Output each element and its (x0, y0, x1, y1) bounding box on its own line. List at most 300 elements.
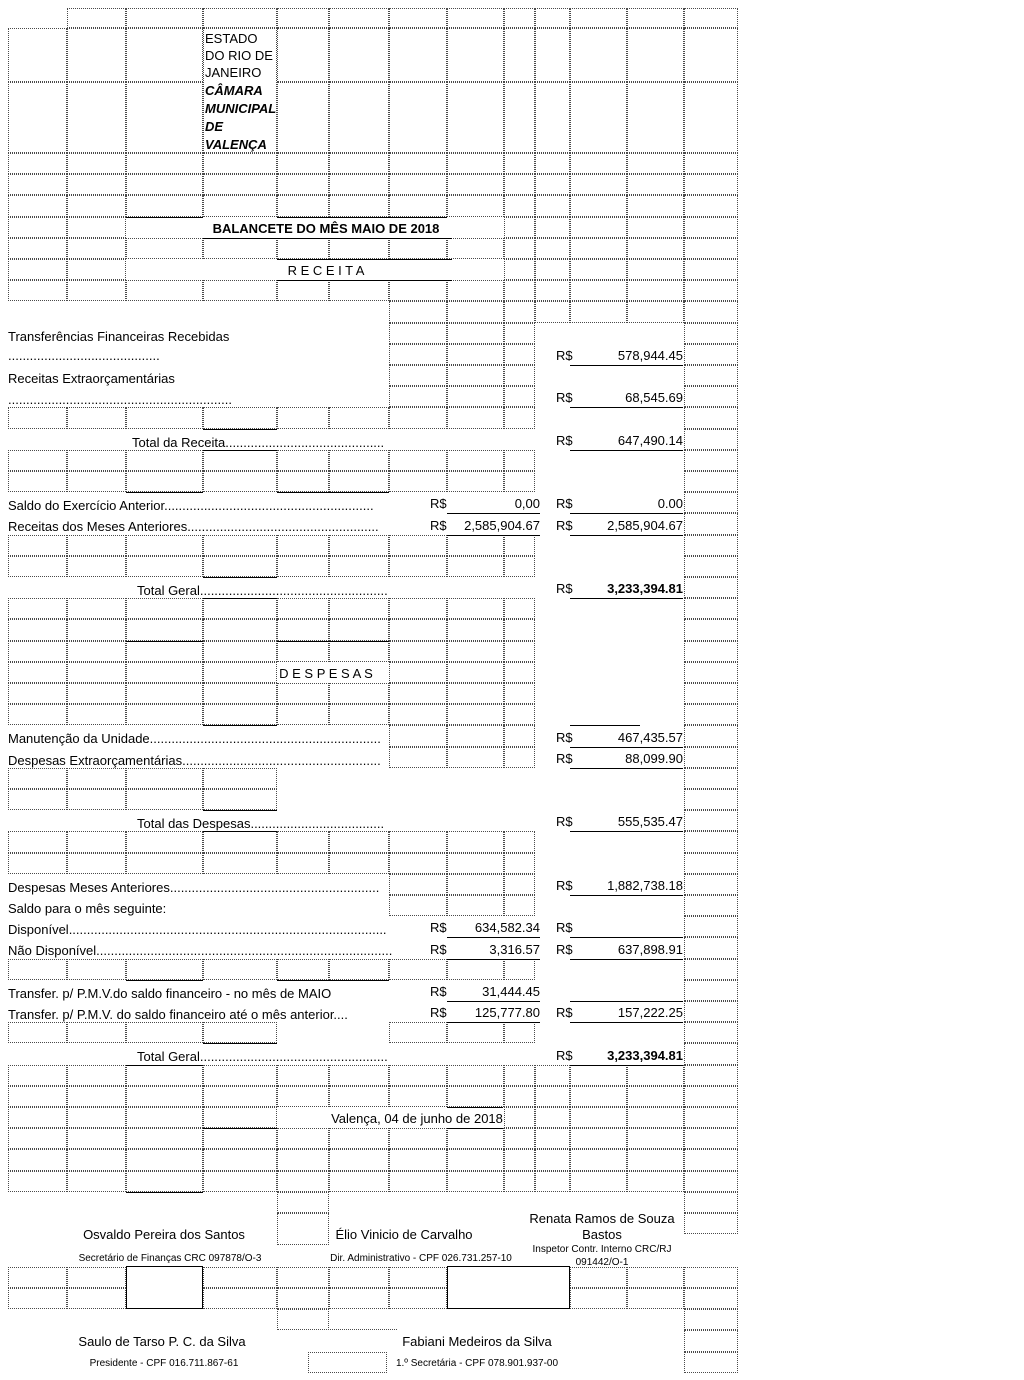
grid-cell (126, 407, 203, 428)
grid-cell (684, 1352, 738, 1373)
grid-cell (389, 704, 447, 725)
amount-underline-col2 (570, 768, 683, 769)
grid-cell (627, 1065, 684, 1086)
grid-cell (447, 450, 504, 471)
grid-cell (126, 789, 203, 810)
grid-cell (277, 153, 329, 174)
grid-cell (67, 662, 126, 683)
grid-cell (8, 1022, 67, 1043)
grid-cell (389, 1065, 447, 1086)
grid-cell (627, 28, 684, 82)
grid-cell (126, 1065, 203, 1086)
grid-cell (329, 1086, 389, 1107)
amount-underline-col2 (570, 598, 683, 599)
signature-name: Fabiani Medeiros da Silva (402, 1334, 552, 1349)
dotted-segment (277, 1329, 397, 1330)
grid-cell (8, 450, 67, 471)
grid-cell (8, 683, 67, 704)
grid-cell (627, 1086, 684, 1107)
grid-cell (447, 598, 504, 619)
signature-role: Inspetor Contr. Interno CRC/RJ (532, 1244, 672, 1255)
grid-cell (8, 217, 67, 238)
grid-cell (203, 195, 277, 216)
grid-cell (203, 1022, 277, 1043)
grid-cell (447, 323, 504, 344)
signature-name: Osvaldo Pereira dos Santos (83, 1227, 245, 1242)
grid-cell (203, 8, 277, 28)
grid-cell (8, 280, 67, 301)
currency-symbol-col1: R$ (430, 920, 447, 935)
grid-cell (8, 556, 67, 577)
line-label: Disponível........................................................................................ (8, 922, 387, 937)
grid-cell (329, 535, 389, 556)
grid-cell (535, 238, 570, 259)
grid-cell (447, 1128, 504, 1149)
grid-cell (277, 1288, 329, 1309)
grid-cell (203, 1288, 277, 1309)
grid-cell (8, 471, 67, 492)
grid-cell (389, 28, 447, 82)
currency-symbol-col2: R$ (556, 496, 573, 511)
currency-symbol-col1: R$ (430, 942, 447, 957)
solid-segment (447, 1128, 503, 1129)
grid-cell (67, 853, 126, 874)
grid-cell (389, 1022, 447, 1043)
currency-symbol-col2: R$ (556, 390, 573, 405)
grid-cell (447, 959, 504, 980)
grid-cell (67, 641, 126, 662)
grid-cell (126, 853, 203, 874)
grid-cell (570, 1267, 627, 1288)
grid-cell (67, 450, 126, 471)
currency-symbol-col2: R$ (556, 433, 573, 448)
grid-cell (570, 1171, 627, 1192)
org-header-line: CÂMARA (205, 83, 263, 98)
grid-cell (570, 1149, 627, 1170)
grid-cell (203, 683, 277, 704)
grid-cell (504, 365, 535, 386)
grid-cell (67, 831, 126, 852)
grid-cell (627, 259, 684, 280)
grid-cell (570, 174, 627, 195)
grid-cell (67, 407, 126, 428)
grid-cell (447, 344, 504, 365)
grid-cell (684, 683, 738, 704)
grid-cell (126, 471, 203, 492)
grid-cell (329, 1065, 389, 1086)
grid-cell (277, 959, 329, 980)
solid-segment (203, 1043, 277, 1044)
grid-cell (535, 28, 570, 82)
grid-cell (684, 492, 738, 513)
amount-underline-col2 (570, 1022, 683, 1023)
grid-cell (277, 195, 329, 216)
grid-cell (447, 853, 504, 874)
grid-cell (389, 598, 447, 619)
grid-cell (535, 280, 570, 301)
grid-cell (389, 619, 447, 640)
solid-segment (203, 810, 277, 811)
amount-col1: 634,582.34 (474, 920, 540, 935)
amount-underline-col2 (570, 535, 683, 536)
grid-cell (67, 1149, 126, 1170)
amount-underline-col2 (570, 895, 683, 896)
grid-cell (535, 217, 570, 238)
grid-cell (504, 1022, 535, 1043)
grid-cell (389, 407, 447, 428)
grid-cell (447, 641, 504, 662)
grid-cell (389, 471, 447, 492)
grid-cell (329, 1149, 389, 1170)
grid-cell (684, 153, 738, 174)
line-label: Transfer. p/ P.M.V. do saldo financeiro até o mês anterior.... (8, 1007, 348, 1022)
grid-cell (389, 344, 447, 365)
grid-cell (684, 747, 738, 768)
grid-cell (329, 683, 389, 704)
solid-segment (203, 1128, 277, 1129)
grid-cell (447, 386, 504, 407)
org-header-line: VALENÇA (205, 137, 267, 152)
grid-cell (8, 1171, 67, 1192)
grid-cell (684, 407, 738, 428)
amount-underline-col2 (570, 831, 683, 832)
grid-cell (504, 641, 535, 662)
amount-underline-col2 (570, 1065, 683, 1066)
grid-cell (684, 704, 738, 725)
grid-cell (126, 683, 203, 704)
amount-col2: 157,222.25 (617, 1005, 683, 1020)
grid-cell (447, 1022, 504, 1043)
grid-cell (504, 344, 535, 365)
grid-cell (8, 789, 67, 810)
grid-cell (447, 1149, 504, 1170)
grid-cell (203, 174, 277, 195)
grid-cell (684, 853, 738, 874)
grid-cell (684, 1288, 738, 1309)
grid-cell (67, 1107, 126, 1128)
grid-cell (627, 1128, 684, 1149)
grid-cell (447, 619, 504, 640)
amount-underline-col1 (447, 937, 540, 938)
grid-cell (504, 238, 535, 259)
amount-col1: 3,316.57 (489, 942, 540, 957)
grid-cell (329, 280, 389, 301)
grid-cell (67, 28, 126, 82)
grid-cell (684, 1171, 738, 1192)
grid-cell (329, 407, 389, 428)
amount-col1: 125,777.80 (474, 1005, 540, 1020)
grid-cell (570, 259, 627, 280)
grid-cell (447, 556, 504, 577)
grid-cell (504, 747, 535, 768)
grid-cell (126, 556, 203, 577)
grid-cell (684, 662, 738, 683)
line-label: Total Geral.................................................... (137, 1049, 388, 1064)
grid-cell (277, 1086, 329, 1107)
solid-segment (126, 980, 203, 981)
grid-cell (277, 1309, 329, 1330)
grid-cell (126, 82, 203, 153)
grid-cell (627, 8, 684, 28)
grid-cell (329, 831, 389, 852)
grid-cell (389, 174, 447, 195)
solid-segment (447, 1107, 503, 1108)
grid-cell (329, 82, 389, 153)
grid-cell (504, 535, 535, 556)
grid-cell (329, 556, 389, 577)
grid-cell (8, 598, 67, 619)
grid-cell (504, 1128, 535, 1149)
grid-cell (203, 471, 277, 492)
grid-cell (684, 1309, 738, 1330)
grid-cell (570, 1128, 627, 1149)
grid-cell (684, 323, 738, 344)
grid-cell (67, 1128, 126, 1149)
amount-col2: 637,898.91 (617, 942, 683, 957)
grid-cell (67, 1022, 126, 1043)
grid-cell (447, 238, 504, 259)
line-label: Saldo do Exercício Anterior.......................................................... (8, 498, 374, 513)
grid-cell (447, 831, 504, 852)
solid-segment (126, 492, 203, 493)
currency-symbol-col2: R$ (556, 1005, 573, 1020)
grid-cell (684, 916, 738, 937)
grid-cell (203, 1171, 277, 1192)
grid-cell (684, 768, 738, 789)
amount-col2: 3,233,394.81 (607, 581, 683, 596)
grid-cell (535, 1086, 570, 1107)
grid-cell (504, 704, 535, 725)
grid-cell (203, 407, 277, 428)
grid-cell (627, 153, 684, 174)
grid-cell (504, 895, 535, 916)
solid-segment (277, 217, 447, 218)
grid-cell (329, 619, 389, 640)
grid-cell (504, 450, 535, 471)
section-despesas: D E S P E S A S (279, 666, 373, 681)
grid-cell (535, 1065, 570, 1086)
grid-cell (203, 831, 277, 852)
currency-symbol-col2: R$ (556, 878, 573, 893)
org-header-line: MUNICIPAL (205, 101, 277, 116)
grid-cell (684, 174, 738, 195)
amount-underline-col2 (570, 959, 683, 960)
grid-cell (277, 1171, 329, 1192)
grid-cell (535, 174, 570, 195)
grid-cell (389, 959, 447, 980)
grid-cell (535, 82, 570, 153)
line-label: Total da Receita............................................ (132, 435, 385, 450)
grid-cell (684, 1107, 738, 1128)
grid-cell (126, 1128, 203, 1149)
line-label: Saldo para o mês seguinte: (8, 901, 167, 916)
currency-symbol-col2: R$ (556, 730, 573, 745)
signature-name: Élio Vinicio de Carvalho (335, 1227, 473, 1242)
grid-cell (67, 1065, 126, 1086)
grid-cell (67, 556, 126, 577)
grid-cell (203, 450, 277, 471)
grid-cell (126, 768, 203, 789)
grid-cell (684, 344, 738, 365)
grid-cell (504, 195, 535, 216)
amount-col2: 2,585,904.67 (607, 518, 683, 533)
grid-cell (504, 386, 535, 407)
amount-col2: 68,545.69 (625, 390, 683, 405)
grid-cell (684, 1192, 738, 1213)
amount-col1: 2,585,904.67 (464, 518, 540, 533)
grid-cell (203, 853, 277, 874)
grid-cell (8, 619, 67, 640)
grid-cell (389, 683, 447, 704)
grid-cell (684, 959, 738, 980)
dotted-cell (277, 1192, 329, 1213)
grid-cell (684, 301, 738, 322)
grid-cell (277, 853, 329, 874)
grid-cell (126, 1107, 203, 1128)
grid-cell (627, 195, 684, 216)
grid-cell (329, 8, 389, 28)
state-header-line: JANEIRO (205, 65, 262, 80)
grid-cell (535, 1149, 570, 1170)
grid-cell (329, 704, 389, 725)
grid-cell (447, 895, 504, 916)
solid-cell (126, 1266, 203, 1309)
amount-underline-col2 (570, 407, 683, 408)
grid-cell (126, 174, 203, 195)
grid-cell (684, 874, 738, 895)
grid-cell (684, 217, 738, 238)
grid-cell (447, 725, 504, 746)
grid-cell (389, 1171, 447, 1192)
currency-symbol-col1: R$ (430, 518, 447, 533)
currency-symbol-col2: R$ (556, 581, 573, 596)
grid-cell (627, 82, 684, 153)
grid-cell (8, 641, 67, 662)
grid-cell (535, 153, 570, 174)
grid-cell (535, 8, 570, 28)
grid-cell (447, 174, 504, 195)
grid-cell (67, 217, 126, 238)
signature-role: Secretário de Finanças CRC 097878/O-3 (78, 1253, 262, 1264)
grid-cell (684, 386, 738, 407)
grid-cell (277, 82, 329, 153)
grid-cell (67, 768, 126, 789)
grid-cell (329, 174, 389, 195)
grid-cell (8, 831, 67, 852)
amount-underline-col1 (447, 1022, 540, 1023)
grid-cell (126, 195, 203, 216)
grid-cell (8, 153, 67, 174)
grid-cell (277, 1065, 329, 1086)
amount-underline-col2 (570, 747, 683, 748)
grid-cell (67, 153, 126, 174)
grid-cell (8, 174, 67, 195)
solid-cell (447, 1266, 570, 1309)
grid-cell (389, 1267, 447, 1288)
grid-cell (8, 704, 67, 725)
grid-cell (203, 1086, 277, 1107)
grid-cell (684, 195, 738, 216)
amount-underline-col2 (570, 1001, 683, 1002)
grid-cell (329, 238, 389, 259)
grid-cell (447, 195, 504, 216)
grid-cell (389, 853, 447, 874)
grid-cell (684, 810, 738, 831)
grid-cell (504, 323, 535, 344)
grid-cell (8, 238, 67, 259)
grid-cell (389, 323, 447, 344)
grid-cell (277, 1128, 329, 1149)
grid-cell (684, 980, 738, 1001)
grid-cell (329, 1288, 389, 1309)
solid-segment (203, 725, 277, 726)
grid-cell (8, 662, 67, 683)
grid-cell (277, 598, 329, 619)
grid-cell (126, 641, 203, 662)
grid-cell (684, 619, 738, 640)
grid-cell (389, 1086, 447, 1107)
grid-cell (504, 28, 535, 82)
grid-cell (684, 937, 738, 958)
grid-cell (627, 1107, 684, 1128)
grid-cell (277, 556, 329, 577)
grid-cell (126, 535, 203, 556)
grid-cell (126, 1171, 203, 1192)
grid-cell (447, 280, 504, 301)
amount-col2: 578,944.45 (617, 348, 683, 363)
date-line: Valença, 04 de junho de 2018 (331, 1111, 503, 1126)
grid-cell (447, 874, 504, 895)
grid-cell (389, 386, 447, 407)
grid-cell (277, 28, 329, 82)
grid-cell (504, 174, 535, 195)
grid-cell (535, 301, 570, 322)
grid-cell (504, 598, 535, 619)
grid-cell (277, 1149, 329, 1170)
grid-cell (684, 1043, 738, 1064)
grid-cell (277, 535, 329, 556)
grid-cell (504, 301, 535, 322)
grid-cell (684, 471, 738, 492)
grid-cell (570, 217, 627, 238)
grid-cell (8, 1086, 67, 1107)
grid-cell (504, 153, 535, 174)
grid-cell (67, 82, 126, 153)
grid-cell (684, 556, 738, 577)
grid-cell (67, 471, 126, 492)
grid-cell (684, 28, 738, 82)
grid-cell (447, 535, 504, 556)
grid-cell (447, 683, 504, 704)
solid-segment (203, 238, 452, 239)
line-label: Despesas Extraorçamentárias....................................................... (8, 753, 381, 768)
currency-symbol-col2: R$ (556, 920, 573, 935)
grid-cell (203, 598, 277, 619)
grid-cell (126, 831, 203, 852)
grid-cell (203, 1065, 277, 1086)
grid-cell (570, 238, 627, 259)
grid-cell (329, 1128, 389, 1149)
grid-cell (203, 1149, 277, 1170)
grid-cell (329, 959, 389, 980)
grid-cell (203, 789, 277, 810)
currency-symbol-col1: R$ (430, 496, 447, 511)
amount-col2: 555,535.47 (617, 814, 683, 829)
grid-cell (504, 619, 535, 640)
grid-cell (684, 535, 738, 556)
grid-cell (504, 1149, 535, 1170)
grid-cell (126, 1086, 203, 1107)
